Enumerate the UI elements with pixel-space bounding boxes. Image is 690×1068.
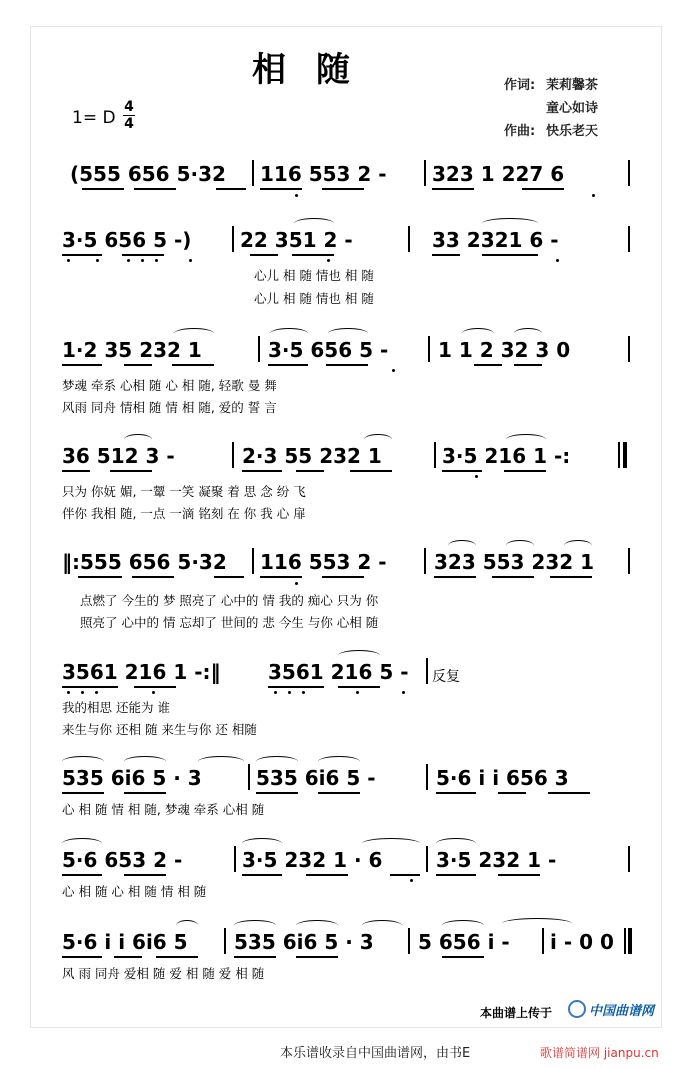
measure: 116 553 2 - (260, 550, 387, 574)
lyric-line: 风 雨 同舟 爱相 随 爱 相 随 爱 相 随 (62, 966, 265, 981)
lyric-line: 梦魂 牵系 心相 随 心 相 随, 轻歌 曼 舞 (62, 378, 277, 393)
lyric-line: 心儿 相 随 情也 相 随 (254, 268, 374, 283)
composer-line: 作曲: 快乐老天 (504, 124, 599, 139)
lyric-line: 只为 你妩 媚, 一颦 一笑 凝聚 着 思 念 纷 飞 (62, 484, 306, 499)
notation-row-2 (62, 226, 638, 266)
lyric-line: 心儿 相 随 情也 相 随 (254, 291, 374, 306)
measure: 3·5 656 5 -) (62, 228, 192, 252)
measure: (555 656 5·32 (70, 162, 226, 186)
lyricist-line-1: 作词: 茉莉馨茶 (504, 78, 599, 93)
measure: 5·6 i i 656 3 (436, 766, 569, 790)
measure: 1·2 35 232 1 (62, 338, 202, 362)
lyric-line: 心 相 随 心 相 随 情 相 随 (62, 884, 207, 899)
logo-icon (568, 1000, 586, 1018)
notation-row-6 (62, 658, 638, 698)
repeat-mark: 反复 (432, 669, 460, 685)
lyric-line: 我的相思 还能为 谁 (62, 700, 170, 715)
lyric-line: 点燃了 今生的 梦 照亮了 心中的 情 我的 痴心 只为 你 (80, 593, 379, 608)
measure: 2·3 55 232 1 (242, 444, 382, 468)
notation-row-8 (62, 846, 638, 886)
upload-note: 本曲谱上传于 (480, 1006, 553, 1020)
lyric-line: 照亮了 心中的 情 忘却了 世间的 悲 今生 与你 心相 随 (80, 615, 379, 630)
measure: 5·6 i i 6i6 5 (62, 930, 188, 954)
notation-row-3 (62, 336, 638, 376)
measure: i - 0 0 (550, 930, 614, 954)
lyric-line: 心 相 随 情 相 随, 梦魂 牵系 心相 随 (62, 802, 265, 817)
measure: 116 553 2 - (260, 162, 387, 186)
measure: 1 1 2 32 3 0 (438, 338, 571, 362)
measure: 3·5 216 1 -: (442, 444, 571, 468)
site-logo: 中国曲谱网 (568, 1000, 654, 1019)
measure: 3561 216 1 -:‖ (62, 660, 221, 684)
source-note: 本乐谱收录自中国曲谱网，由书E (280, 1046, 471, 1061)
measure: 323 553 232 1 (434, 550, 595, 574)
measure: 535 6i6 5 - (256, 766, 376, 790)
measure: 535 6i6 5 · 3 (234, 930, 374, 954)
time-signature (122, 100, 136, 131)
time-bottom: 4 (124, 116, 134, 132)
notation-row-5 (62, 548, 638, 588)
time-top: 4 (124, 99, 134, 115)
lyricist-line-2: 童心如诗 (546, 101, 599, 116)
lyric-line: 风雨 同舟 情相 随 情 相 随, 爱的 誓 言 (62, 400, 277, 415)
lyric-line: 来生与你 还相 随 来生与你 还 相随 (62, 722, 257, 737)
measure: 535 6i6 5 · 3 (62, 766, 202, 790)
notation-row-4 (62, 442, 638, 482)
measure: ‖:555 656 5·32 (62, 550, 227, 574)
notation-row-7 (62, 764, 638, 804)
measure: 33 2321 6 - (432, 228, 559, 252)
measure: 3561 216 5 - (268, 660, 409, 684)
measure: 3·5 232 1 - (436, 848, 557, 872)
notation-row-9 (62, 928, 638, 968)
watermark: 歌谱简谱网 jianpu.cn (540, 1046, 659, 1060)
measure: 5 656 i - (418, 930, 510, 954)
measure: 3·5 656 5 - (268, 338, 389, 362)
notation-row-1 (62, 160, 638, 200)
key-signature: 1= D (72, 108, 116, 128)
measure: 22 351 2 - (240, 228, 353, 252)
song-title: 相随 (252, 50, 380, 90)
lyric-line: 伴你 我相 随, 一点 一滴 铭刻 在 你 我 心 扉 (62, 506, 306, 521)
measure: 3·5 232 1 · 6 (242, 848, 383, 872)
measure: 323 1 227 6 (432, 162, 565, 186)
measure: 36 512 3 - (62, 444, 175, 468)
measure: 5·6 653 2 - (62, 848, 183, 872)
